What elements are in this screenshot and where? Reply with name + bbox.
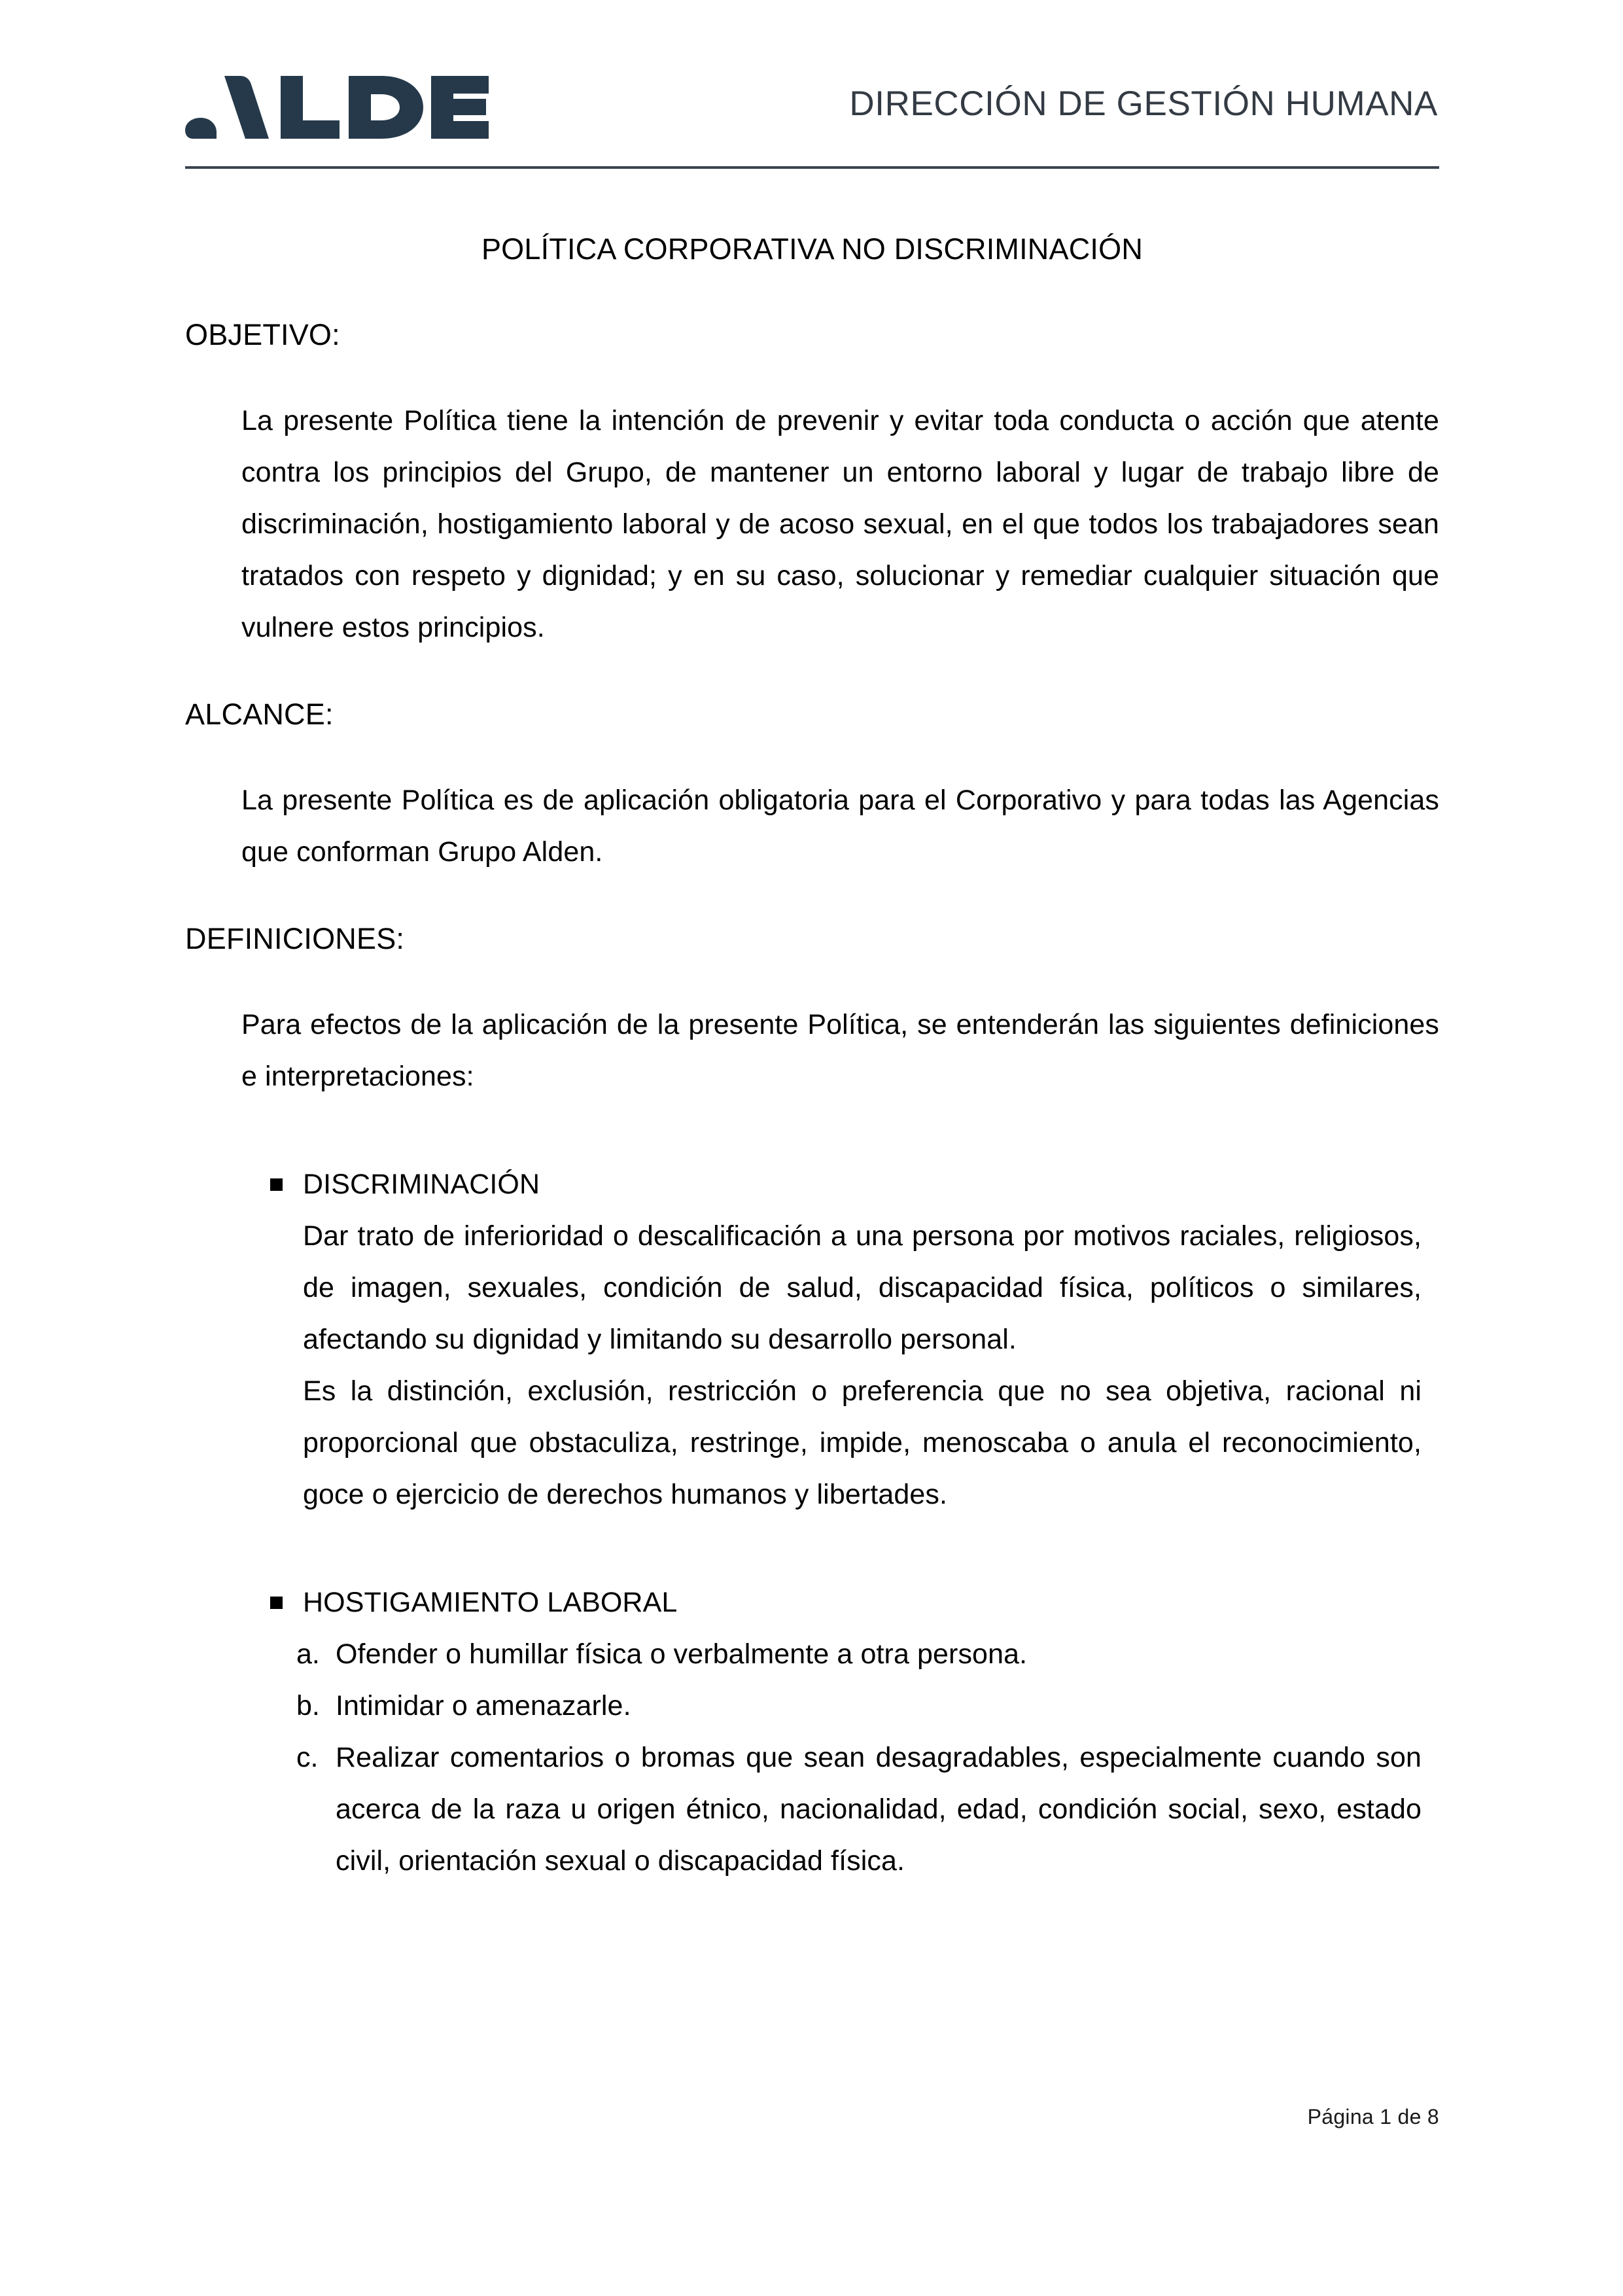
section-heading-alcance: ALCANCE: — [185, 698, 334, 731]
page-header — [185, 63, 1439, 168]
spacer — [185, 729, 1439, 775]
spacer — [185, 349, 1439, 395]
list-item-text: Realizar comentarios o bromas que sean desagradables, especialmente cuando son acerca de la raza u origen étnico, nacionalidad, edad, condición social, sexo, estado civil, orientación sexual o discapacidad física. — [336, 1742, 1422, 1877]
square-bullet-icon — [270, 1597, 283, 1609]
list-item — [270, 1577, 1422, 1629]
list-marker: c. — [296, 1742, 319, 1773]
page-footer — [185, 2104, 1439, 2130]
spacer — [185, 654, 1439, 699]
section-paragraph-objetivo: La presente Política tiene la intención de prevenir y evitar toda conducta o acción que atente contra los principios del Grupo, de mantener un entorno laboral y lugar de trabajo libre de discriminación, hostigamiento laboral y de acoso sexual, en el que todos los trabajadores sean tratados con respeto y dignidad; y en su caso, solucionar y remediar cualquier situación que vulnere estos principios. — [241, 405, 1439, 643]
alden-logo — [185, 68, 493, 139]
list-item — [296, 1732, 1422, 1887]
definition-term-hostigamiento-laboral: HOSTIGAMIENTO LABORAL — [303, 1587, 678, 1618]
list-item — [296, 1629, 1422, 1680]
spacer — [185, 953, 1439, 999]
list-marker: b. — [296, 1690, 320, 1722]
lettered-list — [185, 1629, 1439, 1887]
list-marker: a. — [296, 1638, 320, 1670]
definition-paragraph: Dar trato de inferioridad o descalificación a una persona por motivos raciales, religiosos, de imagen, sexuales, condición de salud, discapacidad física, políticos o similares, afectando su dignidad y limitando su desarrollo personal. — [303, 1220, 1422, 1355]
page-number-label: Página 1 de 8 — [1307, 2105, 1439, 2128]
list-item — [296, 1680, 1422, 1732]
spacer — [185, 1103, 1439, 1159]
definition-body — [270, 1210, 1422, 1521]
section-paragraph-alcance: La presente Política es de aplicación obligatoria para el Corporativo y para todas las Agencias que conforman Grupo Alden. — [241, 785, 1439, 868]
document-body — [185, 220, 1439, 1887]
spacer — [185, 1521, 1439, 1577]
list-item-text: Ofender o humillar física o verbalmente a otra persona. — [336, 1638, 1028, 1670]
header-divider — [185, 166, 1439, 169]
list-item-text: Intimidar o amenazarle. — [336, 1690, 631, 1722]
page-title: POLÍTICA CORPORATIVA NO DISCRIMINACIÓN — [481, 232, 1143, 266]
section-heading-objetivo: OBJETIVO: — [185, 318, 340, 351]
definition-term-discriminacion: DISCRIMINACIÓN — [303, 1169, 540, 1200]
spacer — [185, 264, 1439, 320]
section-heading-definiciones: DEFINICIONES: — [185, 922, 405, 955]
list-item — [270, 1159, 1422, 1521]
square-bullet-icon — [270, 1178, 283, 1191]
spacer — [185, 878, 1439, 924]
definition-paragraph: Es la distinción, exclusión, restricción o preferencia que no sea objetiva, racional ni proporcional que obstaculiza, restringe, impide, menoscaba o anula el reconocimiento, goce o ejercicio de derechos humanos y libertades. — [303, 1375, 1422, 1510]
section-paragraph-definiciones: Para efectos de la aplicación de la presente Política, se entenderán las siguientes definiciones e interpretaciones: — [241, 1009, 1439, 1092]
header-title: DIRECCIÓN DE GESTIÓN HUMANA — [849, 84, 1438, 123]
